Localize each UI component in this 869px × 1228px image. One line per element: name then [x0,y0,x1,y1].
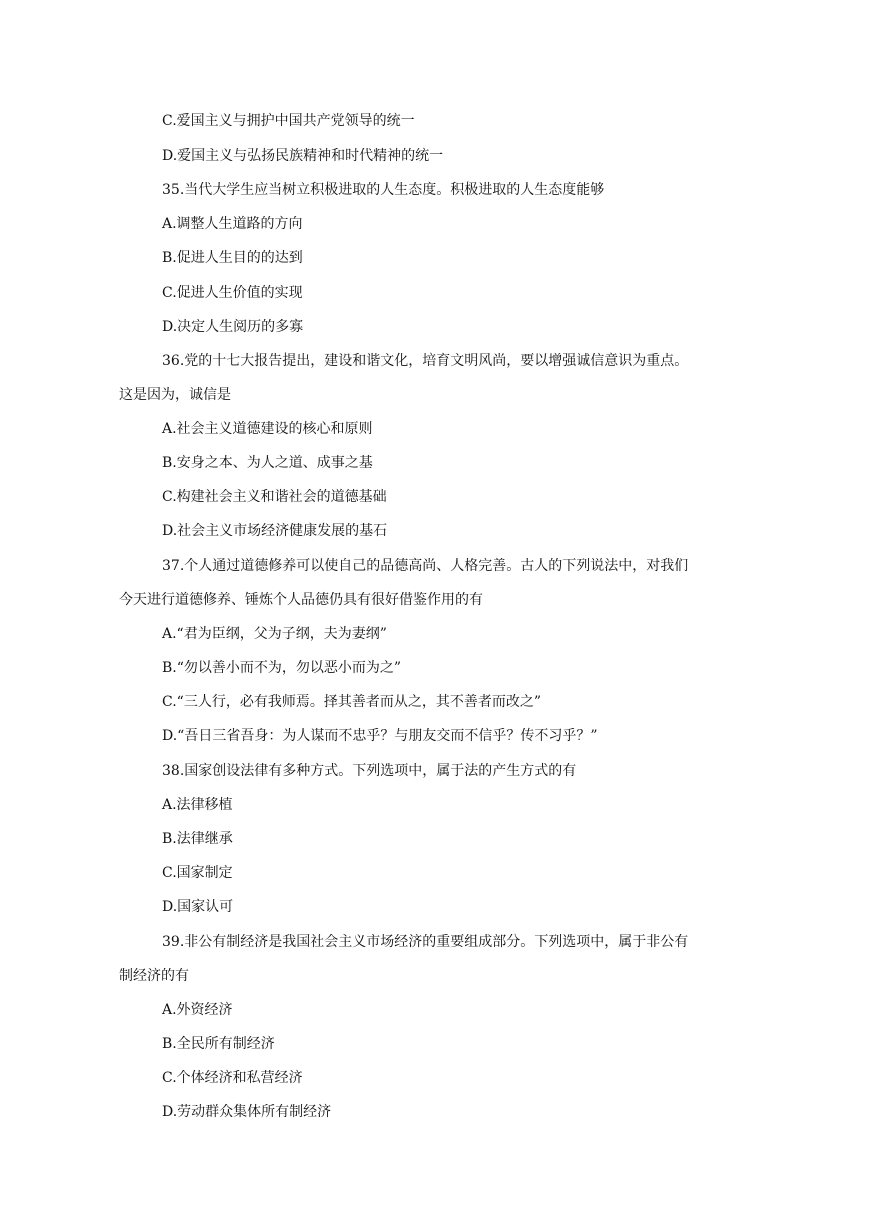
question-36-option-a: A.社会主义道德建设的核心和原则 [162,421,373,437]
question-37-option-b: B.“勿以善小而不为，勿以恶小而为之” [162,660,402,676]
question-35-stem: 35.当代大学生应当树立积极进取的人生态度。积极进取的人生态度能够 [162,182,605,198]
option-d: D.爱国主义与弘扬民族精神和时代精神的统一 [162,148,444,164]
question-35-option-b: B.促进人生目的的达到 [162,250,303,266]
question-36-stem: 36.党的十七大报告提出，建设和谐文化，培育文明风尚，要以增强诚信意识为重点。 [162,353,689,369]
question-36-stem-cont: 这是因为，诚信是 [119,387,231,403]
question-38-option-c: C.国家制定 [162,865,233,881]
question-37-stem-cont: 今天进行道德修养、锤炼个人品德仍具有很好借鉴作用的有 [119,592,483,608]
option-c: C.爱国主义与拥护中国共产党领导的统一 [162,113,415,129]
question-36-option-d: D.社会主义市场经济健康发展的基石 [162,523,388,539]
question-38-stem: 38.国家创设法律有多种方式。下列选项中，属于法的产生方式的有 [162,763,577,779]
question-39-option-b: B.全民所有制经济 [162,1036,275,1052]
question-39-option-d: D.劳动群众集体所有制经济 [162,1104,332,1120]
question-37-option-c: C.“三人行，必有我师焉。择其善者而从之，其不善者而改之” [162,694,541,710]
question-39-stem-cont: 制经济的有 [119,968,189,984]
question-36-option-b: B.安身之本、为人之道、成事之基 [162,455,373,471]
question-37-stem: 37.个人通过道德修养可以使自己的品德高尚、人格完善。古人的下列说法中，对我们 [162,558,689,574]
question-35-option-d: D.决定人生阅历的多寡 [162,319,304,335]
question-37-option-a: A.“君为臣纲，父为子纲，夫为妻纲” [162,626,387,642]
question-38-option-a: A.法律移植 [162,797,233,813]
question-36-option-c: C.构建社会主义和谐社会的道德基础 [162,489,387,505]
question-39-option-c: C.个体经济和私营经济 [162,1070,303,1086]
question-37-option-d: D.“吾日三省吾身：为人谋而不忠乎？与朋友交而不信乎？传不习乎？” [162,728,598,744]
question-38-option-b: B.法律继承 [162,831,233,847]
question-35-option-a: A.调整人生道路的方向 [162,216,303,232]
question-35-option-c: C.促进人生价值的实现 [162,285,303,301]
question-38-option-d: D.国家认可 [162,899,234,915]
question-39-option-a: A.外资经济 [162,1002,233,1018]
question-39-stem: 39.非公有制经济是我国社会主义市场经济的重要组成部分。下列选项中，属于非公有 [162,934,689,950]
